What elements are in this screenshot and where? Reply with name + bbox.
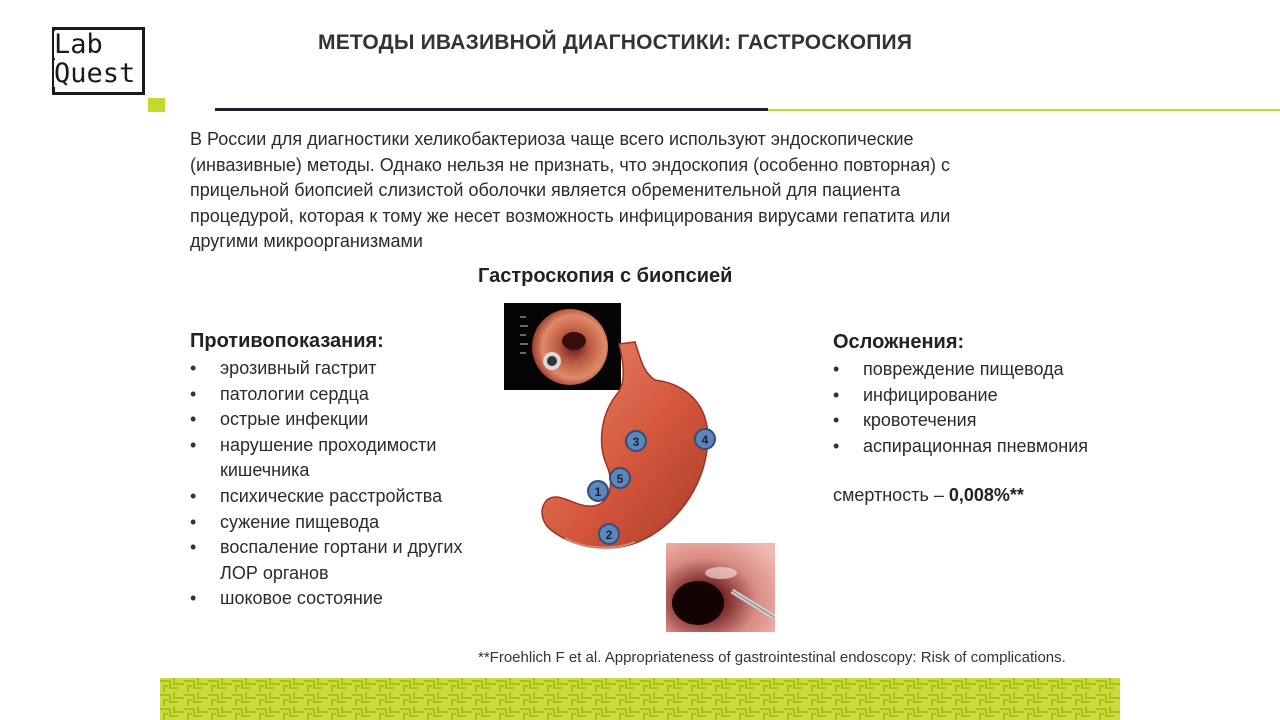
lab-quest-logo <box>52 27 168 113</box>
complications-heading: Осложнения: <box>833 331 965 353</box>
intro-line: другими микроорганизмами <box>190 231 423 252</box>
list-item: • повреждение пищевода <box>833 357 1163 383</box>
list-item: • кровотечения <box>833 408 1163 434</box>
stomach-illustration <box>535 338 725 558</box>
endoscopy-image-bottom <box>666 543 775 632</box>
contraindications-block <box>190 330 500 612</box>
marker-2: 2 <box>605 528 613 542</box>
contraindications-heading: Противопоказания: <box>190 330 384 352</box>
complications-block <box>833 331 1163 459</box>
logo-text-lab: Lab <box>54 29 103 60</box>
marker-3: 3 <box>632 435 640 449</box>
list-item: • нарушение проходимости кишечника <box>190 433 490 484</box>
list-item: • острые инфекции <box>190 407 500 433</box>
contraindications-list <box>190 356 500 612</box>
list-item: • шоковое состояние <box>190 586 500 612</box>
complications-list <box>833 357 1163 459</box>
marker-1: 1 <box>594 485 602 499</box>
list-item: • сужение пищевода <box>190 510 500 536</box>
logo-accent-square <box>148 98 165 112</box>
figure-title: Гастроскопия с биопсией <box>478 265 733 287</box>
list-item: • психические расстройства <box>190 484 500 510</box>
intro-line: процедурой, которая к тому же несет возможность инфицирования вирусами гепатита или <box>190 205 951 226</box>
list-item: • аспирационная пневмония <box>833 434 1163 460</box>
marker-4: 4 <box>701 433 709 447</box>
intro-line: В России для диагностики хеликобактериоза чаще всего используют эндоскопические <box>190 129 914 149</box>
footer-pattern <box>160 678 1120 720</box>
page-title: МЕТОДЫ ИВАЗИВНОЙ ДИАГНОСТИКИ: ГАСТРОСКОПИЯ <box>318 31 913 54</box>
list-item: • эрозивный гастрит <box>190 356 500 382</box>
mortality-line <box>833 485 1024 506</box>
title-rule-dark <box>215 108 768 111</box>
intro-line: прицельной биопсией слизистой оболочки является обременительной для пациента <box>190 180 901 201</box>
intro-paragraph <box>190 127 1070 255</box>
mortality-value: 0,008%** <box>948 485 1024 505</box>
list-item: • инфицирование <box>833 383 1163 409</box>
marker-5: 5 <box>616 472 624 486</box>
title-rule-green <box>768 109 1280 111</box>
mortality-label: смертность – <box>833 485 949 505</box>
list-item: • патологии сердца <box>190 382 500 408</box>
list-item: • воспаление гортани и других ЛОР органов <box>190 535 490 586</box>
intro-line: (инвазивные) методы. Однако нельзя не признать, что эндоскопия (особенно повторная) с <box>190 154 950 175</box>
logo-text-quest: Quest <box>54 58 136 89</box>
reference-footnote: **Froehlich F et al. Appropriateness of gastrointestinal endoscopy: Risk of complications. <box>478 649 1066 666</box>
